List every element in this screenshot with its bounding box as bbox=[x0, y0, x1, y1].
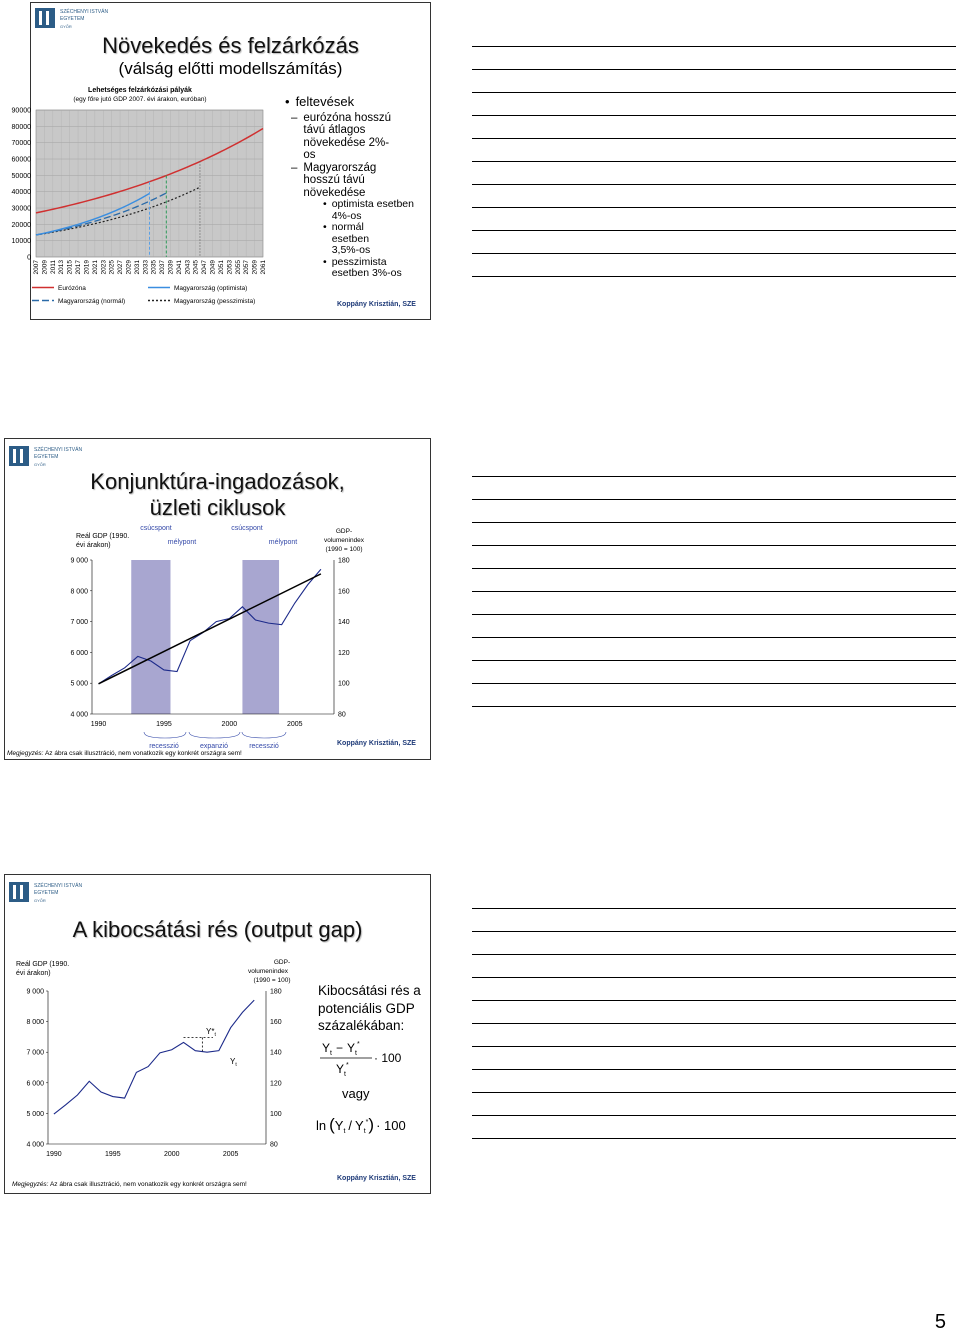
recession-label-1: recesszió bbox=[149, 743, 179, 750]
bullet-d1: – eurózóna hosszú távú átlagos növekedése 2%-os bbox=[291, 111, 391, 161]
bullet-s2: • normál esetben 3,5%-os bbox=[323, 221, 371, 256]
legend-label: Magyarország (optimista) bbox=[174, 285, 248, 292]
y-tick-label: 80000 bbox=[11, 123, 31, 131]
x-tick-label: 2061 bbox=[260, 260, 267, 275]
x-tick-label: 2043 bbox=[184, 260, 192, 275]
x-tick-label: 2045 bbox=[192, 260, 200, 275]
brace bbox=[144, 732, 186, 738]
recession-band bbox=[242, 560, 279, 714]
x-tick-label: 2007 bbox=[33, 260, 40, 275]
y-tick-right: 160 bbox=[270, 1019, 282, 1027]
x-tick-label: 2013 bbox=[58, 260, 66, 275]
peak-label-1: csúcspont bbox=[140, 525, 172, 532]
y-tick-right: 120 bbox=[270, 1080, 282, 1088]
legend-label: Magyarország (pesszimista) bbox=[174, 298, 256, 305]
right-axis-label-2: volumenindex bbox=[323, 537, 365, 544]
note-3: Megjegyzés: Az ábra csak illusztráció, nem vonatkozik egy konkrét országra sem! bbox=[12, 1181, 247, 1188]
assumptions-list bbox=[285, 96, 425, 280]
x-tick-label: 1990 bbox=[90, 721, 107, 728]
y-tick-right: 100 bbox=[338, 680, 350, 688]
logo-2: SZÉCHENYI ISTVÁN EGYETEM GYŐR bbox=[9, 444, 99, 472]
y-tick-left: 5 000 bbox=[70, 680, 88, 688]
right-axis-label-2: volumenindex bbox=[247, 968, 289, 975]
chart1-title-1: Lehetséges felzárkózási pályák bbox=[88, 87, 192, 94]
x-tick-label: 2029 bbox=[125, 260, 133, 275]
y-tick-right: 140 bbox=[338, 619, 350, 627]
x-tick-label: 2037 bbox=[159, 260, 167, 275]
y-tick-left: 5 000 bbox=[26, 1110, 44, 1118]
y-tick-right: 120 bbox=[338, 649, 350, 657]
logo: SZÉCHENYI ISTVÁN EGYETEM GYŐR bbox=[35, 6, 125, 34]
left-axis-label-2: évi árakon) bbox=[16, 970, 51, 977]
x-tick-label: 2000 bbox=[221, 721, 238, 728]
chart1-title-2: (egy főre jutó GDP 2007. évi árakon, euróban) bbox=[73, 96, 207, 103]
y-label: $Y_t$ bbox=[230, 1057, 237, 1068]
y-tick-right: 80 bbox=[270, 1141, 278, 1149]
y-tick-label: 30000 bbox=[11, 205, 31, 213]
x-tick-label: 2047 bbox=[201, 260, 209, 275]
brace bbox=[242, 732, 286, 738]
university-logo-icon bbox=[9, 882, 29, 902]
bullet-d2: – Magyarország hosszú távú növekedése bbox=[291, 161, 377, 199]
y-tick-left: 8 000 bbox=[70, 588, 88, 596]
slide1-title: Növekedés és felzárkózás bbox=[102, 33, 359, 58]
x-tick-label: 2005 bbox=[286, 721, 303, 728]
y-tick-right: 160 bbox=[338, 588, 350, 596]
page-number: 5 bbox=[934, 1311, 946, 1333]
x-tick-label: 2035 bbox=[150, 260, 158, 275]
legend-label: Eurózóna bbox=[58, 285, 86, 292]
series-real-gdp bbox=[54, 1000, 254, 1114]
y-tick-left: 7 000 bbox=[70, 619, 88, 627]
x-tick-label: 2019 bbox=[83, 260, 91, 275]
x-tick-label: 2041 bbox=[175, 260, 183, 275]
y-tick-right: 180 bbox=[338, 557, 350, 565]
x-tick-label: 2015 bbox=[66, 260, 74, 275]
brace bbox=[189, 732, 240, 738]
author-2: Koppány Krisztián, SZE bbox=[337, 740, 416, 747]
university-logo-icon bbox=[35, 8, 55, 28]
y-tick-label: 20000 bbox=[11, 221, 31, 229]
trough-label-1: mélypont bbox=[167, 539, 197, 546]
output-gap-chart bbox=[4, 954, 304, 1169]
x-tick-label: 2057 bbox=[243, 260, 251, 275]
x-tick-label: 2017 bbox=[75, 260, 83, 275]
y-tick-left: 6 000 bbox=[26, 1080, 44, 1088]
left-axis-label-1: Reál GDP (1990. bbox=[76, 533, 130, 540]
y-tick-right: 100 bbox=[270, 1110, 282, 1118]
svg-text:vagy: vagy bbox=[342, 1086, 370, 1101]
y-tick-right: 180 bbox=[270, 988, 282, 996]
x-tick-label: 2027 bbox=[117, 260, 125, 275]
x-tick-label: 1995 bbox=[156, 721, 172, 728]
slide3-title: A kibocsátási rés (output gap) bbox=[72, 917, 363, 942]
note-2: Megjegyzés: Az ábra csak illusztráció, nem vonatkozik egy konkrét országra sem! bbox=[7, 750, 242, 757]
y-tick-left: 4 000 bbox=[26, 1141, 44, 1149]
author-1: Koppány Krisztián, SZE bbox=[337, 301, 416, 308]
right-axis-label-3: (1990 = 100) bbox=[253, 977, 291, 984]
bullet-s3: • pesszimista esetben 3%-os bbox=[323, 255, 402, 279]
left-axis-label-1: Reál GDP (1990. bbox=[16, 961, 70, 968]
x-tick-label: 2023 bbox=[100, 260, 108, 275]
gap-formula bbox=[316, 1038, 426, 1158]
expansion-label: expanzió bbox=[199, 743, 229, 750]
svg-text:Yt*: $Y_t^*$ bbox=[336, 1062, 349, 1078]
x-tick-label: 2009 bbox=[41, 260, 49, 275]
author-3: Koppány Krisztián, SZE bbox=[337, 1175, 416, 1182]
x-tick-label: 2033 bbox=[142, 260, 150, 275]
y-tick-left: 8 000 bbox=[26, 1019, 44, 1027]
x-tick-label: 2055 bbox=[234, 260, 242, 275]
logo-3: SZÉCHENYI ISTVÁN EGYETEM GYŐR bbox=[9, 880, 99, 908]
right-axis-label-1: GDP- bbox=[335, 528, 353, 535]
x-tick-label: 2005 bbox=[222, 1151, 239, 1158]
slide2-title-2: üzleti ciklusok bbox=[149, 495, 286, 520]
y-tick-left: 7 000 bbox=[26, 1049, 44, 1057]
x-tick-label: 2025 bbox=[108, 260, 116, 275]
svg-text:Yt−Yt*: $Y_t - Y_t^*$ bbox=[322, 1041, 360, 1057]
legend-label: Magyarország (normál) bbox=[58, 298, 126, 305]
x-tick-label: 2053 bbox=[226, 260, 234, 275]
y-tick-label: 0 bbox=[27, 254, 31, 262]
x-tick-label: 1990 bbox=[46, 1151, 62, 1158]
svg-text:ln(Yt/Yt*)· 100: $\ln (Y_t / Y_t^*) \cdot 100$ bbox=[316, 1115, 406, 1135]
gap-text: Kibocsátási rés a potenciális GDP százalékában: bbox=[318, 983, 421, 1033]
right-axis-label-3: (1990 = 100) bbox=[325, 546, 363, 553]
left-axis-label-2: évi árakon) bbox=[76, 542, 111, 549]
notes-lines-3 bbox=[472, 908, 956, 1161]
recession-label-2: recesszió bbox=[249, 743, 279, 750]
x-tick-label: 2059 bbox=[251, 260, 259, 275]
bullet-s1: • optimista esetben 4%-os bbox=[323, 198, 414, 222]
x-tick-label: 2011 bbox=[49, 260, 57, 274]
right-axis-label-1: GDP- bbox=[273, 959, 291, 966]
y-tick-label: 50000 bbox=[11, 172, 31, 180]
trough-label-2: mélypont bbox=[268, 539, 298, 546]
bullet-head: • feltevések bbox=[285, 94, 355, 109]
x-tick-label: 2051 bbox=[217, 260, 225, 275]
peak-label-2: csúcspont bbox=[231, 525, 263, 532]
y-tick-left: 4 000 bbox=[70, 711, 88, 719]
y-tick-label: 10000 bbox=[11, 238, 31, 246]
y-tick-left: 6 000 bbox=[70, 649, 88, 657]
ystar-label: $Y*_t$ bbox=[206, 1027, 216, 1038]
y-tick-label: 40000 bbox=[11, 189, 31, 197]
notes-lines-1 bbox=[472, 46, 956, 299]
svg-text:· 100: · 100 bbox=[374, 1051, 402, 1065]
y-tick-right: 140 bbox=[270, 1049, 282, 1057]
x-tick-label: 2049 bbox=[209, 260, 217, 275]
university-logo-icon bbox=[9, 446, 29, 466]
x-tick-label: 2039 bbox=[167, 260, 175, 275]
x-tick-label: 2021 bbox=[91, 260, 99, 275]
x-tick-label: 2000 bbox=[163, 1151, 180, 1158]
slide1-subtitle: (válság előtti modellszámítás) bbox=[118, 59, 343, 78]
y-tick-left: 9 000 bbox=[26, 988, 44, 996]
x-tick-label: 2031 bbox=[133, 260, 141, 275]
y-tick-left: 9 000 bbox=[70, 557, 88, 565]
y-tick-label: 90000 bbox=[11, 107, 31, 115]
y-tick-label: 60000 bbox=[11, 156, 31, 164]
business-cycle-chart bbox=[4, 520, 431, 760]
recession-band bbox=[131, 560, 170, 714]
slide2-title-1: Konjunktúra-ingadozások, bbox=[90, 469, 345, 494]
y-tick-label: 70000 bbox=[11, 140, 31, 148]
notes-lines-2 bbox=[472, 476, 956, 729]
x-tick-label: 1995 bbox=[105, 1151, 121, 1158]
growth-chart bbox=[0, 82, 272, 312]
y-tick-right: 80 bbox=[338, 711, 346, 719]
